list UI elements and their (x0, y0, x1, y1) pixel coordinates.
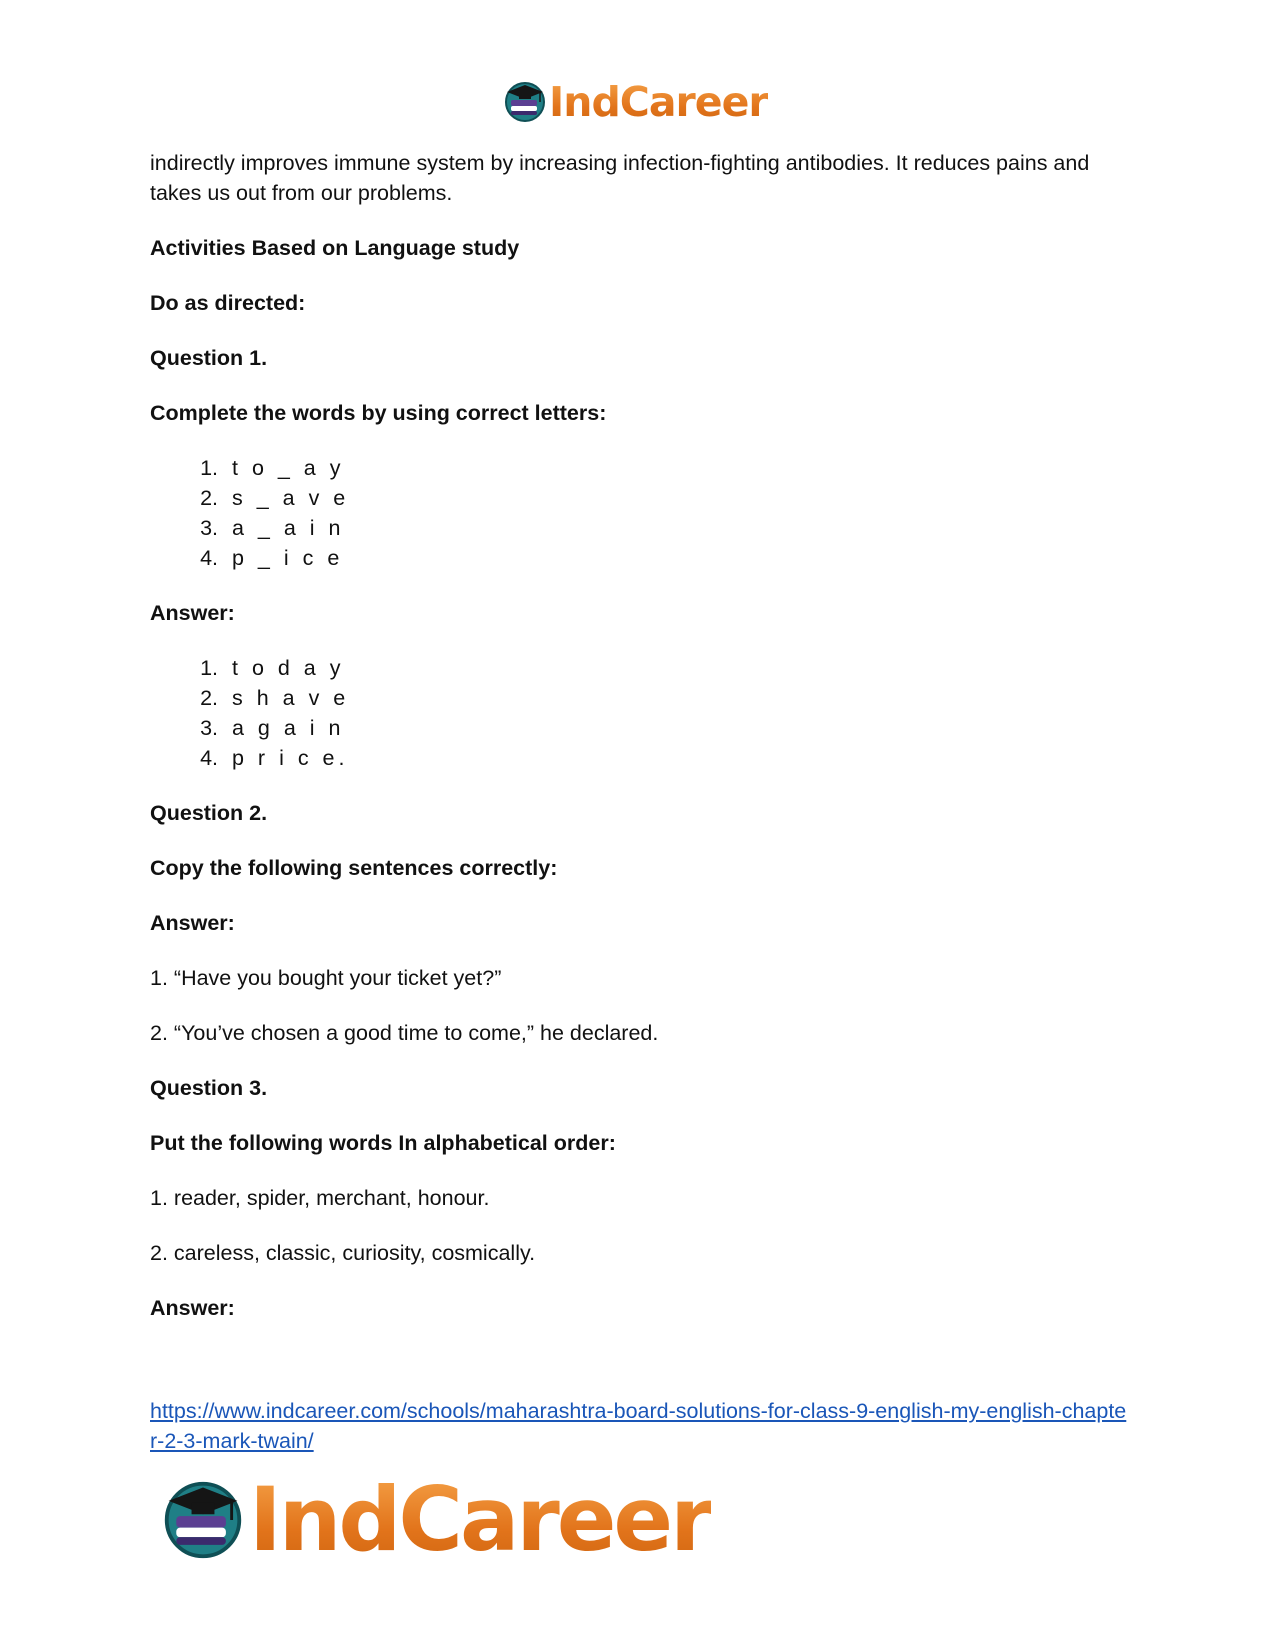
question-3-answer-label: Answer: (150, 1296, 235, 1320)
section-title: Activities Based on Language study (150, 236, 520, 260)
question-3-item-1: 1. reader, spider, merchant, honour. (150, 1186, 490, 1210)
list-item: 4. p r i c e. (224, 743, 1130, 773)
intro-paragraph: indirectly improves immune system by increasing infection-fighting antibodies. It reduces pains and takes us out from our problems. (150, 151, 1090, 205)
list-item: 3. a g a i n (224, 713, 1130, 743)
instruction: Do as directed: (150, 291, 306, 315)
list-item: 1. t o _ a y (224, 453, 1130, 483)
header-logo (503, 78, 768, 126)
question-3-prompt: Put the following words In alphabetical order: (150, 1131, 616, 1155)
question-1-items (150, 453, 1130, 573)
question-2-answer-1: 1. “Have you bought your ticket yet?” (150, 966, 502, 990)
question-1-prompt: Complete the words by using correct letters: (150, 401, 607, 425)
question-2-prompt: Copy the following sentences correctly: (150, 856, 558, 880)
footer-source-link[interactable]: https://www.indcareer.com/schools/maharashtra-board-solutions-for-class-9-english-my-english-chapter-2-3-mark-twain/ (150, 1399, 1127, 1453)
graduation-book-globe-icon (161, 1478, 245, 1562)
question-2-answer-label: Answer: (150, 911, 235, 935)
question-2-title: Question 2. (150, 801, 268, 825)
question-1-answer-label: Answer: (150, 601, 235, 625)
document-body (150, 148, 1130, 1323)
footer-logo (161, 1468, 711, 1571)
list-item: 3. a _ a i n (224, 513, 1130, 543)
question-1-title: Question 1. (150, 346, 268, 370)
list-item: 1. t o d a y (224, 653, 1130, 683)
question-2-answer-2: 2. “You’ve chosen a good time to come,” he declared. (150, 1021, 659, 1045)
brand-name: IndCareer (549, 78, 768, 126)
brand-name: IndCareer (249, 1468, 711, 1571)
list-item: 2. s _ a v e (224, 483, 1130, 513)
list-item: 4. p _ i c e (224, 543, 1130, 573)
graduation-book-globe-icon (503, 80, 547, 124)
question-3-title: Question 3. (150, 1076, 268, 1100)
list-item: 2. s h a v e (224, 683, 1130, 713)
question-1-answers (150, 653, 1130, 773)
question-3-item-2: 2. careless, classic, curiosity, cosmically. (150, 1241, 536, 1265)
